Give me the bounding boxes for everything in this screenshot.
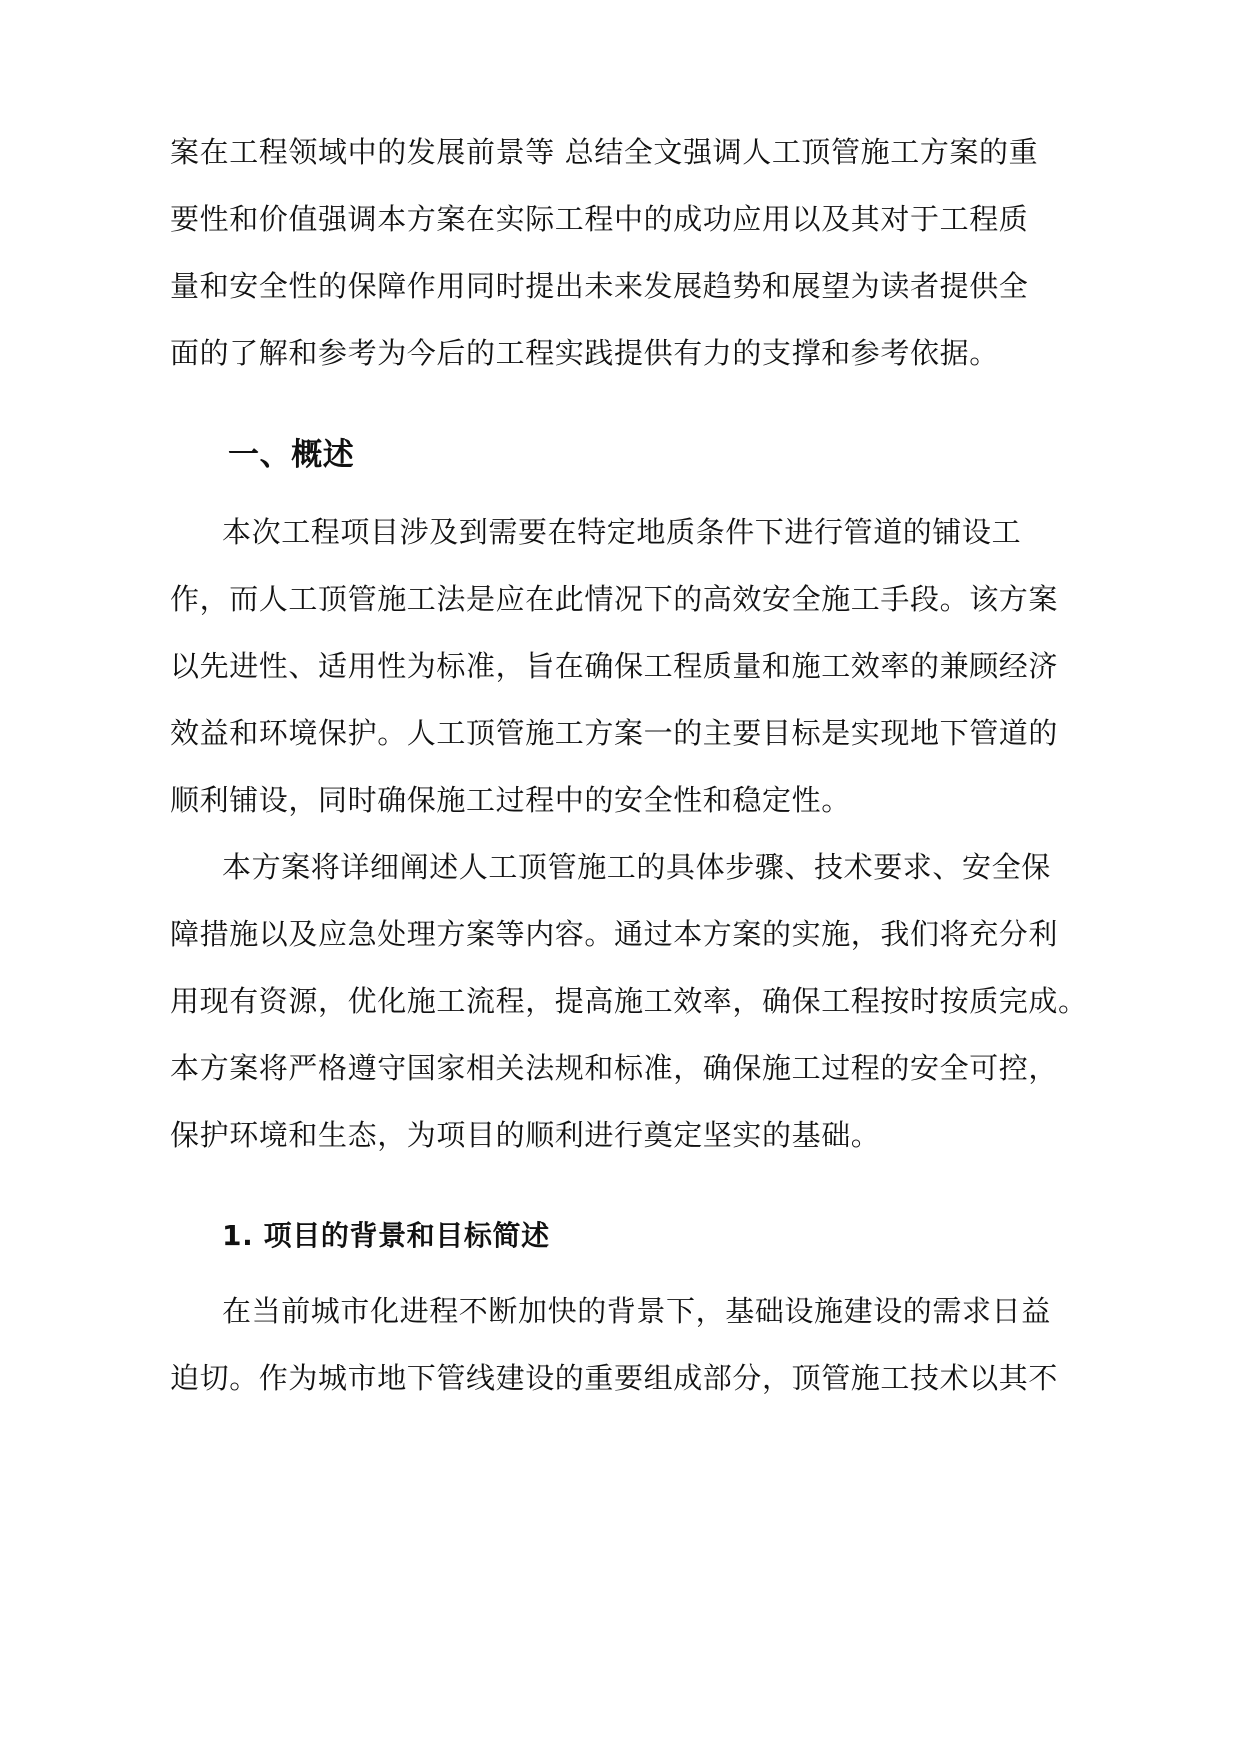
section-p2-line-4: 本方案将严格遵守国家相关法规和标准，确保施工过程的安全可控， xyxy=(170,1051,1059,1085)
section-p1-line-5: 顺利铺设，同时确保施工过程中的安全性和稳定性。 xyxy=(170,783,851,817)
intro-line-2: 要性和价值强调本方案在实际工程中的成功应用以及其对于工程质 xyxy=(170,202,1029,236)
section-p1-line-1: 本次工程项目涉及到需要在特定地质条件下进行管道的铺设工 xyxy=(222,515,1022,549)
intro-line-4: 面的了解和参考为今后的工程实践提供有力的支撑和参考依据。 xyxy=(170,336,999,370)
subsection-p-line-2: 迫切。作为城市地下管线建设的重要组成部分，顶管施工技术以其不 xyxy=(170,1361,1059,1395)
intro-line-1: 案在工程领域中的发展前景等 总结全文强调人工顶管施工方案的重 xyxy=(170,135,1039,169)
section-p2-line-1: 本方案将详细阐述人工顶管施工的具体步骤、技术要求、安全保 xyxy=(222,850,1051,884)
subsection-heading: 1. 项目的背景和目标简述 xyxy=(222,1219,550,1252)
section-p1-line-3: 以先进性、适用性为标准，旨在确保工程质量和施工效率的兼顾经济 xyxy=(170,649,1059,683)
section-p1-line-4: 效益和环境保护。人工顶管施工方案一的主要目标是实现地下管道的 xyxy=(170,716,1059,750)
section-p2-line-5: 保护环境和生态，为项目的顺利进行奠定坚实的基础。 xyxy=(170,1118,881,1152)
intro-line-3: 量和安全性的保障作用同时提出未来发展趋势和展望为读者提供全 xyxy=(170,269,1029,303)
subsection-p-line-1: 在当前城市化进程不断加快的背景下，基础设施建设的需求日益 xyxy=(222,1294,1051,1328)
section-heading: 一、概述 xyxy=(228,437,355,473)
section-p2-line-2: 障措施以及应急处理方案等内容。通过本方案的实施，我们将充分利 xyxy=(170,917,1059,951)
section-p1-line-2: 作，而人工顶管施工法是应在此情况下的高效安全施工手段。该方案 xyxy=(170,582,1059,616)
section-p2-line-3: 用现有资源，优化施工流程，提高施工效率，确保工程按时按质完成。 xyxy=(170,984,1088,1018)
